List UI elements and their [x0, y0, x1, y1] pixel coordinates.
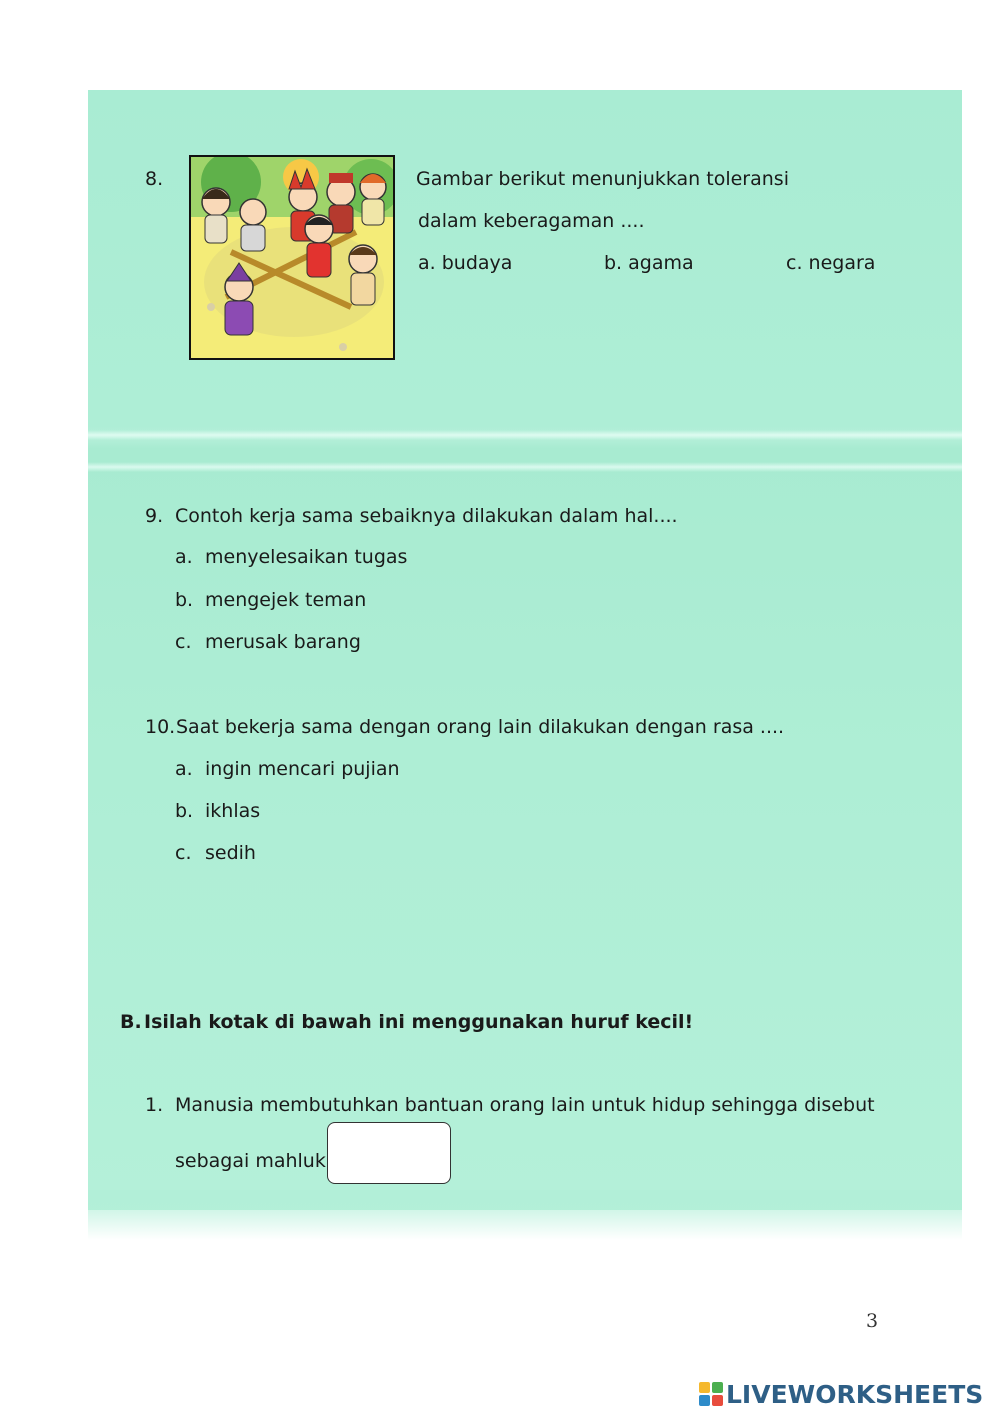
option-a[interactable]: a. budaya	[418, 252, 513, 274]
question-number: 10.	[145, 716, 176, 738]
option-b[interactable]: mengejek teman	[205, 589, 367, 611]
option-a[interactable]: menyelesaikan tugas	[205, 546, 408, 568]
section-title: Isilah kotak di bawah ini menggunakan huruf kecil!	[144, 1011, 694, 1033]
question-text: sebagai mahluk	[175, 1150, 326, 1172]
answer-input[interactable]	[327, 1122, 451, 1184]
option-letter: a.	[175, 546, 193, 568]
option-letter: a.	[175, 758, 193, 780]
option-b[interactable]: ikhlas	[205, 800, 261, 822]
option-letter: b.	[175, 589, 194, 611]
page-number: 3	[866, 1310, 879, 1332]
panel-fade	[88, 1190, 962, 1240]
question-text: Gambar berikut menunjukkan toleransi	[416, 168, 789, 190]
option-letter: c.	[175, 842, 192, 864]
section-label: B.	[120, 1011, 142, 1033]
question-number: 8.	[145, 168, 164, 190]
question-text: Contoh kerja sama sebaiknya dilakukan dalam hal....	[175, 505, 678, 527]
question-text: dalam keberagaman ....	[418, 210, 645, 232]
question-number: 1.	[145, 1094, 164, 1116]
liveworksheets-logo-icon	[698, 1381, 724, 1407]
question-text: Manusia membutuhkan bantuan orang lain untuk hidup sehingga disebut	[175, 1094, 875, 1116]
question-text: Saat bekerja sama dengan orang lain dilakukan dengan rasa ....	[176, 716, 785, 738]
panel-streak	[88, 462, 962, 472]
children-playing-illustration	[189, 155, 395, 360]
option-letter: b.	[175, 800, 194, 822]
panel-streak	[88, 430, 962, 440]
option-b[interactable]: b. agama	[604, 252, 694, 274]
brand-name: LIVEWORKSHEETS	[726, 1379, 984, 1409]
option-a[interactable]: ingin mencari pujian	[205, 758, 400, 780]
question-number: 9.	[145, 505, 164, 527]
option-c[interactable]: sedih	[205, 842, 256, 864]
option-c[interactable]: c. negara	[786, 252, 876, 274]
brand-footer[interactable]	[698, 1380, 983, 1408]
option-c[interactable]: merusak barang	[205, 631, 361, 653]
option-letter: c.	[175, 631, 192, 653]
